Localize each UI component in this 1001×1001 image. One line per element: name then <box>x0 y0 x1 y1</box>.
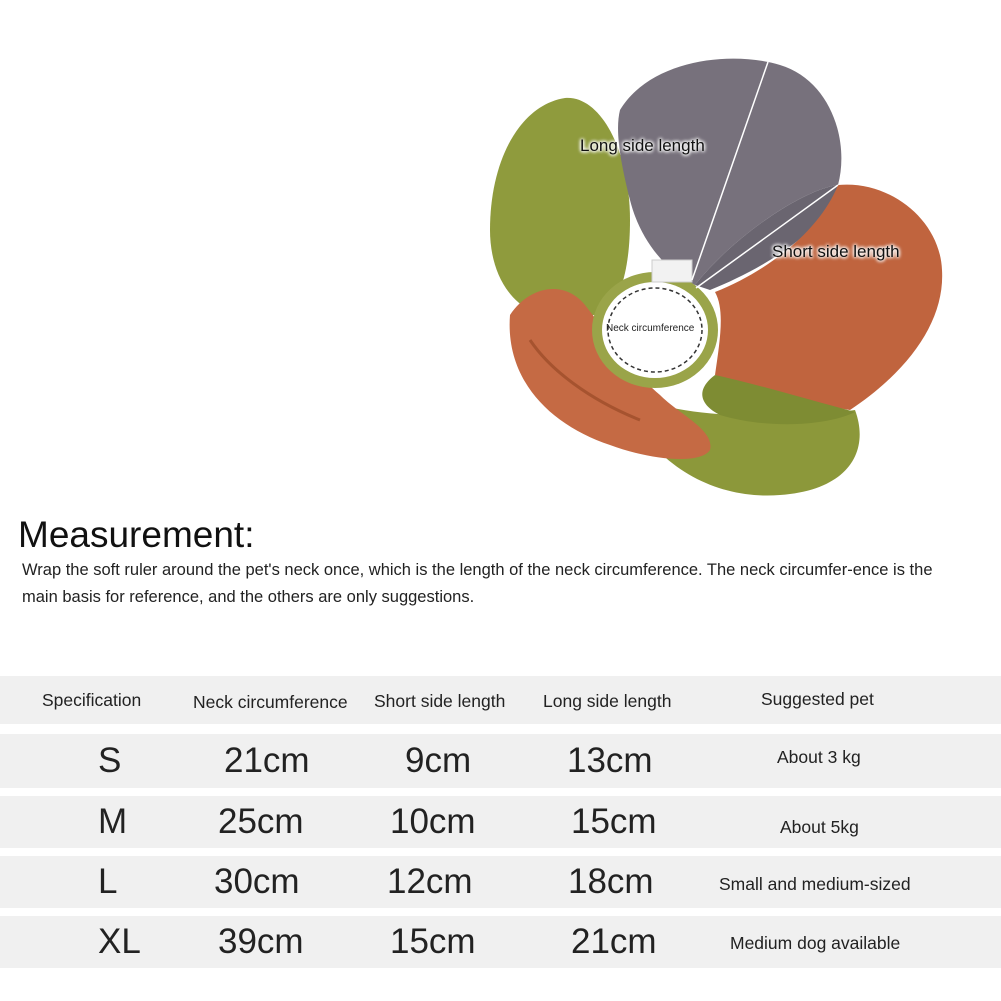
table-row <box>0 796 1001 848</box>
cone-collar-illustration <box>470 40 970 510</box>
long-cell: 21cm <box>571 922 657 961</box>
table-row <box>0 734 1001 788</box>
long-side-label: Long side length <box>580 136 705 155</box>
care-tag <box>652 260 692 282</box>
table-row <box>0 856 1001 908</box>
short-cell: 9cm <box>405 741 472 780</box>
neck-cell: 25cm <box>218 802 304 841</box>
long-cell: 18cm <box>568 862 654 901</box>
table-header-row <box>0 676 1001 724</box>
header-specification: Specification <box>42 690 142 710</box>
header-suggested-pet: Suggested pet <box>761 689 874 709</box>
product-image <box>470 40 970 510</box>
header-long-side: Long side length <box>543 691 672 711</box>
header-short-side: Short side length <box>374 691 506 711</box>
short-side-label: Short side length <box>772 242 900 261</box>
pet-cell: About 3 kg <box>777 747 861 767</box>
short-cell: 12cm <box>387 862 473 901</box>
short-cell: 10cm <box>390 802 476 841</box>
spec-cell: S <box>98 741 122 780</box>
pet-cell: Small and medium-sized <box>719 874 911 894</box>
spec-cell: M <box>98 802 128 841</box>
green-petal-left <box>490 98 630 319</box>
spec-cell: XL <box>98 922 141 961</box>
neck-cell: 21cm <box>224 741 310 780</box>
neck-cell: 39cm <box>218 922 304 961</box>
measurement-description: Wrap the soft ruler around the pet's neck once, which is the length of the neck circumference. The neck circumfer-ence is the main basis for reference, and the others are only suggestions. <box>22 561 933 606</box>
measurement-title: Measurement: <box>18 514 255 555</box>
short-cell: 15cm <box>390 922 476 961</box>
spec-cell: L <box>98 862 118 901</box>
pet-cell: Medium dog available <box>730 933 901 953</box>
pet-cell: About 5kg <box>780 817 859 837</box>
table-row <box>0 916 1001 968</box>
neck-cell: 30cm <box>214 862 300 901</box>
header-neck-circumference: Neck circumference <box>193 692 348 712</box>
long-cell: 13cm <box>567 741 653 780</box>
long-cell: 15cm <box>571 802 657 841</box>
neck-circumference-label: Neck circumference <box>606 323 695 334</box>
